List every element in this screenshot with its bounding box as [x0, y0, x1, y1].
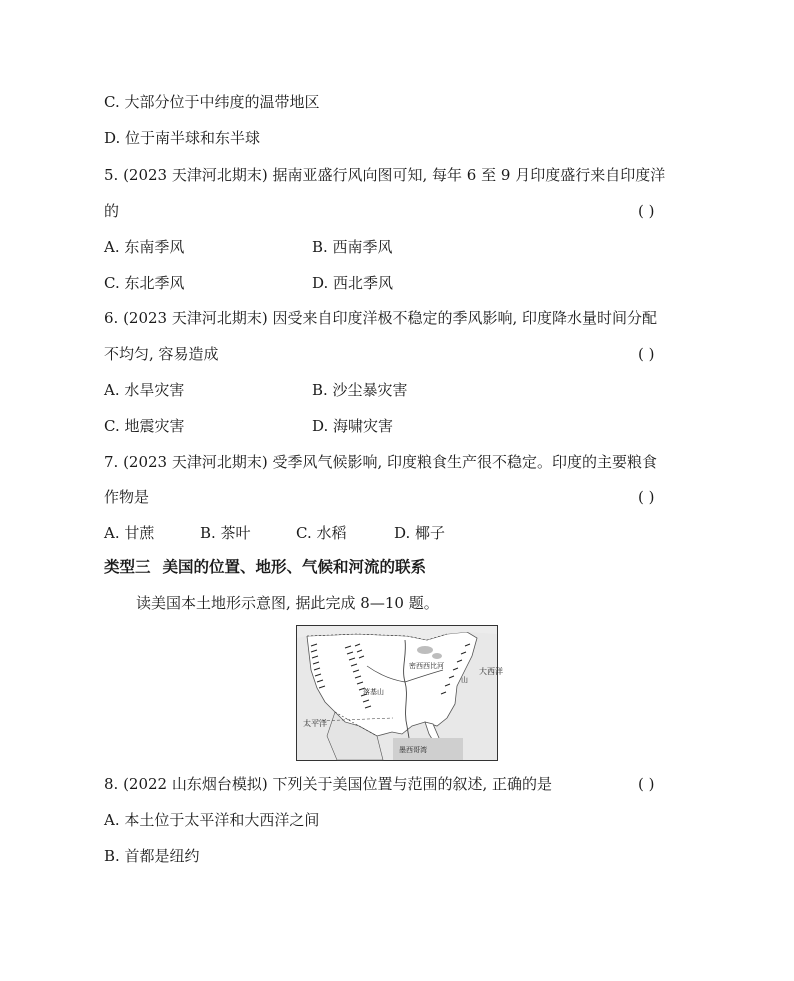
label-rocky: 落基山 [363, 688, 384, 696]
section-heading [104, 557, 426, 577]
q5-option-b: B. 西南季风 [312, 238, 393, 256]
label-mississippi: 密西西比河 [409, 662, 444, 670]
q7-stem-line1: 7. (2023 天津河北期末) 受季风气候影响, 印度粮食生产很不稳定。印度的主要粮食 [104, 453, 658, 471]
q5-answer-paren: ( ) [638, 202, 655, 220]
option-c-q4: C. 大部分位于中纬度的温带地区 [104, 93, 320, 111]
q8-stem-line1: 8. (2022 山东烟台模拟) 下列关于美国位置与范围的叙述, 正确的是 [104, 775, 553, 793]
q8-option-b: B. 首都是纽约 [104, 847, 200, 865]
q6-option-d: D. 海啸灾害 [312, 417, 394, 435]
option-d-q4: D. 位于南半球和东半球 [104, 129, 261, 147]
q5-option-c: C. 东北季风 [104, 274, 185, 292]
q8-option-a: A. 本土位于太平洋和大西洋之间 [104, 811, 320, 829]
q6-answer-paren: ( ) [638, 345, 655, 363]
q5-option-d: D. 西北季风 [312, 274, 394, 292]
q6-option-c: C. 地震灾害 [104, 417, 185, 435]
usa-terrain-map [296, 625, 503, 761]
map-intro: 读美国本土地形示意图, 据此完成 8—10 题。 [136, 594, 439, 612]
section-title: 美国的位置、地形、气候和河流的联系 [162, 558, 427, 576]
q5-stem-line1: 5. (2023 天津河北期末) 据南亚盛行风向图可知, 每年 6 至 9 月印度盛行来自印度洋 [104, 166, 666, 184]
label-atlantic-1: 大西洋 [479, 667, 503, 676]
q5-stem-line2: 的 [104, 202, 120, 220]
q7-answer-paren: ( ) [638, 488, 655, 506]
q6-option-b: B. 沙尘暴灾害 [312, 381, 408, 399]
q7-option-b: B. 茶叶 [200, 524, 251, 542]
q7-option-a: A. 甘蔗 [104, 524, 155, 542]
great-lake-2 [432, 653, 442, 659]
q6-option-a: A. 水旱灾害 [104, 381, 185, 399]
section-label: 类型三 [104, 558, 151, 576]
label-pacific-1: 太平洋 [303, 719, 327, 728]
label-appalachian: 山 [461, 676, 468, 684]
q7-option-c: C. 水稻 [296, 524, 347, 542]
q7-stem-line2: 作物是 [104, 488, 150, 506]
q6-stem-line1: 6. (2023 天津河北期末) 因受来自印度洋极不稳定的季风影响, 印度降水量时间分配 [104, 309, 658, 327]
q5-option-a: A. 东南季风 [104, 238, 185, 256]
q7-option-d: D. 椰子 [394, 524, 446, 542]
great-lake-1 [417, 646, 433, 654]
q6-stem-line2: 不均匀, 容易造成 [104, 345, 219, 363]
usa-terrain-map-svg [297, 626, 503, 760]
q8-answer-paren: ( ) [638, 775, 655, 793]
label-gulf: 墨西哥湾 [399, 746, 427, 754]
